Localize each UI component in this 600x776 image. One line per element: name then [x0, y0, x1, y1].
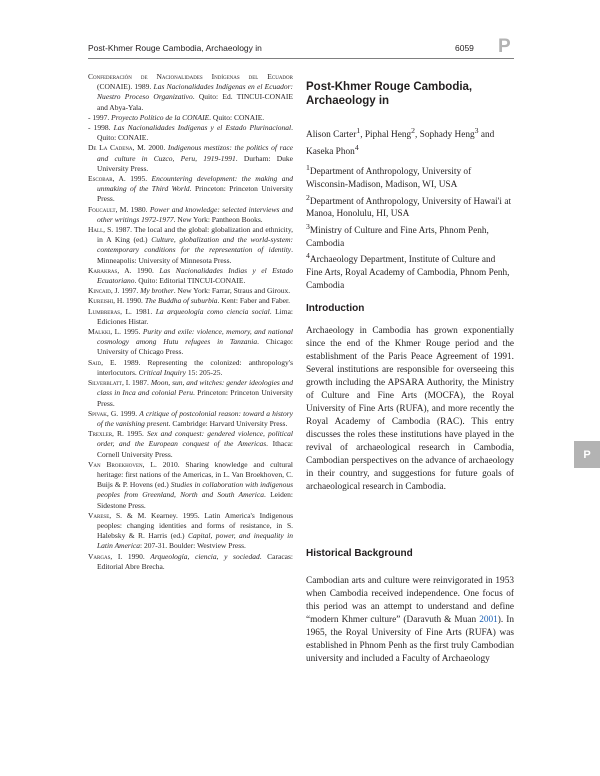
reference-text: , S. & M. Kearney. 1995. Latin America's Indigenous peoples: changing identities and forms of resistance, in S. Halebsky & R. Harris (ed.): [97, 510, 293, 541]
reference-item: [88, 113, 293, 123]
affiliation-mark: 2: [306, 192, 310, 202]
reference-publisher: . Quito: CONAIE.: [209, 112, 265, 122]
author-name: Sophady Heng: [419, 130, 475, 141]
reference-work-title: The Buddha of suburbia: [144, 296, 218, 306]
historical-text-after: ). In 1965, the Royal University of Fine Arts (RUFA) was established in Phnom Penh as the first truly Cambodian university and included a Faculty of Archaeology: [306, 615, 514, 664]
reference-author: Vargas: [88, 551, 111, 561]
reference-text: , E. 1989. Representing the colonized: anthropology's interlocutors.: [97, 357, 293, 377]
author-name: Piphal Heng: [364, 130, 412, 141]
author-affiliation-mark: 4: [354, 142, 359, 152]
reference-publisher: . Leiden: Sidestone Press.: [97, 490, 293, 510]
author-affiliation-mark: 2: [411, 126, 415, 135]
affiliation-text: Department of Anthropology, University of Hawai'i at Manoa, Honolulu, HI, USA: [306, 196, 512, 220]
reference-text: , S. 1987. The local and the global: globalization and ethnicity, in A King (ed.): [97, 225, 293, 245]
author-separator: ,: [360, 130, 365, 141]
section-letter: P: [498, 36, 511, 57]
reference-text: , A. 1990.: [117, 265, 160, 275]
reference-text: , M. 1980.: [115, 204, 150, 214]
reference-work-title: Arqueología, ciencia, y sociedad: [150, 551, 260, 561]
reference-item: [88, 378, 293, 409]
reference-publisher: . Kent: Faber and Faber.: [217, 296, 291, 306]
reference-work-title: Encountering development: the making and unmaking of the Third World: [97, 174, 293, 194]
reference-publisher: . Quito: CONAIE.: [97, 123, 293, 143]
reference-work-title: Power and knowledge: selected interviews and other writings 1972-1977: [97, 204, 293, 224]
reference-item: [88, 358, 293, 378]
reference-author: Kincaid: [88, 286, 111, 296]
reference-author: Silverblatt: [88, 378, 122, 388]
reference-author: Hall: [88, 225, 104, 235]
reference-item: [88, 409, 293, 429]
reference-text: , G. 1999.: [106, 408, 140, 418]
author-separator: ,: [415, 130, 420, 141]
affiliation-mark: 4: [306, 251, 310, 261]
affiliation-mark: 1: [306, 163, 310, 173]
reference-item: [88, 327, 293, 358]
reference-item: [88, 72, 293, 113]
reference-author: Escobar: [88, 174, 113, 184]
running-title: Post-Khmer Rouge Cambodia, Archaeology in: [88, 43, 262, 53]
affiliation-item: [306, 192, 514, 221]
reference-author: Kureishi: [88, 296, 114, 306]
reference-publisher: . Lima: Ediciones Histar.: [97, 306, 293, 326]
author-affiliation-mark: 1: [356, 126, 361, 135]
reference-work-title: Proyecto Político de la CONAIE: [111, 112, 210, 122]
reference-publisher: . Caracas: Editorial Abre Brecha.: [97, 551, 293, 571]
reference-publisher: . Quito: Ed. TINCUI-CONAIE and Abya-Yala.: [97, 92, 293, 112]
reference-item: [88, 307, 293, 327]
section-tab: P: [574, 441, 600, 468]
affiliation-item: [306, 250, 514, 292]
reference-work-title: Critical Inquiry: [138, 367, 186, 377]
reference-work-title: Sex and conquest: gendered violence, political order, and the European conquest of the Americas: [97, 429, 293, 449]
reference-text: , L. 2010. Sharing knowledge and cultural heritage: first nations of the Americas, in L. Van Broekhoven, C. Buijs & P. Hovens (ed.): [97, 459, 294, 490]
affiliation-list: [306, 162, 514, 292]
reference-publisher: . Quito: Editorial TINCUI-CONAIE.: [134, 276, 246, 286]
reference-publisher: . Durham: Duke University Press.: [97, 153, 293, 173]
reference-author: Lumbreras: [88, 306, 121, 316]
reference-publisher: . New York: Farrar, Straus and Giroux.: [173, 286, 291, 296]
historical-background-text: [306, 575, 514, 666]
reference-text: , A. 1995.: [112, 174, 152, 184]
header-rule: [88, 58, 514, 59]
citation-link[interactable]: 2001: [479, 615, 498, 625]
reference-work-title: Indigenous mestizos: the politics of race and culture in Cuzco, Peru, 1919-1991: [97, 143, 293, 163]
reference-item: [88, 460, 293, 511]
reference-work-title: La arqueología como ciencia social: [155, 306, 270, 316]
reference-author: Confederación de Nacionalidades Indígenas del Ecuador: [88, 72, 293, 81]
reference-work-title: A critique of postcolonial reason: toward a history of the vanishing present: [97, 408, 293, 428]
reference-text: , L. 1995.: [110, 327, 143, 337]
affiliation-item: [306, 162, 514, 191]
reference-work-title: Capital, power, and inequality in Latin America: [97, 531, 294, 551]
reference-publisher: . Princeton: Princeton University Press.: [97, 388, 293, 408]
reference-publisher: . Princeton: Princeton University Press.: [97, 184, 293, 204]
author-affiliation-mark: 3: [474, 126, 479, 135]
reference-item: [88, 143, 293, 174]
reference-work-title: Las Nacionalidades Indígenas y el Estado Plurinacional: [113, 123, 292, 133]
reference-author: Van Broekhoven: [88, 459, 143, 469]
reference-text: , I. 1987.: [122, 378, 151, 388]
reference-work-title: Culture, globalization and the world-system: contemporary conditions for the representation of identity: [97, 235, 294, 255]
page-number: 6059: [455, 43, 474, 53]
reference-text: , H. 1990.: [113, 296, 145, 306]
reference-text: , L. 1981.: [120, 306, 156, 316]
reference-item: [88, 225, 293, 266]
author-name: Alison Carter: [306, 130, 357, 141]
reference-author: Varese: [88, 510, 110, 520]
reference-text: - 1997.: [88, 112, 112, 122]
affiliation-text: Ministry of Culture and Fine Arts, Phnom Penh, Cambodia: [306, 226, 489, 249]
reference-publisher: . Ithaca: Cornell University Press.: [97, 439, 293, 459]
reference-list: [88, 72, 293, 572]
reference-publisher: . Cambridge: Harvard University Press.: [168, 418, 288, 428]
reference-item: [88, 429, 293, 460]
affiliation-item: [306, 221, 514, 250]
reference-work-title: Studies in collaboration with indigenous peoples from Greenland, North and South America: [97, 480, 293, 500]
affiliation-mark: 3: [306, 221, 310, 231]
reference-author: Malkki: [88, 327, 111, 337]
reference-item: [88, 205, 293, 225]
reference-publisher: 15: 205-25.: [185, 367, 223, 377]
reference-work-title: Moon, sun, and witches: gender ideologies and class in Inca and colonial Peru: [97, 378, 293, 398]
introduction-text: Archaeology in Cambodia has grown exponentially since the end of the Khmer Rouge period and the establishment of the Paris Peace Agreement of 1991. Several institutions are responsible for overseeing this growth including the APSARA Authority, the Ministry of Culture and Fine Arts (MOCFA), the Royal University of Fine Arts (RUFA), and more recently the Royal Academy of Cambodia (RAC). This entry discusses the roles these institutions have played in the revival of archaeological research in Cambodia, Cambodian perspectives on the advance of archaeology in their country, and suggestions for future goals of archaeological research in Cambodia.: [306, 326, 514, 492]
historical-text-before: Cambodian arts and culture were reinvigorated in 1953 when Cambodia received independence. One focus of this period was an attempt to understand and define “modern Khmer culture” (Daravuth & Muan: [306, 576, 514, 625]
reference-text: , J. 1997.: [110, 286, 141, 296]
reference-author: Karakras: [88, 265, 118, 275]
reference-item: [88, 296, 293, 306]
introduction-heading: Introduction: [306, 303, 365, 314]
affiliation-text: Department of Anthropology, University of Wisconsin-Madison, Madison, WI, USA: [306, 167, 472, 191]
reference-item: [88, 552, 293, 572]
reference-item: [88, 123, 293, 143]
entry-column: [306, 80, 514, 664]
reference-publisher: . Chicago: University of Chicago Press.: [97, 337, 293, 357]
reference-text: , R. 1995.: [112, 429, 148, 439]
affiliation-text: Archaeology Department, Institute of Culture and Fine Arts, Royal Academy of Cambodia, Phnom Penh, Cambodia: [306, 255, 510, 291]
reference-item: [88, 266, 293, 286]
reference-item: [88, 511, 293, 552]
reference-author: Spivak: [88, 408, 107, 418]
reference-author: Foucault: [88, 204, 116, 214]
reference-work-title: Las Nacionalidades Indias y el Estado Ecuatoriano: [97, 265, 293, 286]
author-name: and Kaseka Phon: [306, 130, 495, 157]
reference-text: , M. 2000.: [132, 143, 168, 153]
reference-publisher: : 207-31. Boulder: Westview Press.: [140, 541, 246, 551]
reference-text: - 1998.: [88, 123, 114, 133]
reference-work-title: Purity and exile: violence, memory, and national cosmology among Hutu refugees in Tanzania: [97, 327, 293, 347]
reference-item: [88, 286, 293, 296]
historical-background-heading: Historical Background: [306, 548, 413, 559]
entry-title: Post-Khmer Rouge Cambodia, Archaeology in: [306, 81, 473, 107]
reference-author: Trexler: [88, 429, 113, 439]
reference-work-title: My brother: [140, 286, 174, 296]
reference-publisher: . Minneapolis: University of Minnesota Press.: [97, 245, 293, 265]
reference-author: Said: [88, 357, 102, 367]
reference-text: , I. 1990.: [110, 551, 151, 561]
reference-item: [88, 174, 293, 205]
reference-author: De La Cadena: [88, 143, 133, 153]
reference-publisher: . New York: Pantheon Books.: [173, 214, 263, 224]
reference-work-title: Las Nacionalidades Indígenas en el Ecuador: Nuestro Proceso Organizativo: [97, 82, 293, 102]
reference-text: (CONAIE). 1989.: [97, 82, 154, 92]
author-list: [306, 125, 514, 158]
